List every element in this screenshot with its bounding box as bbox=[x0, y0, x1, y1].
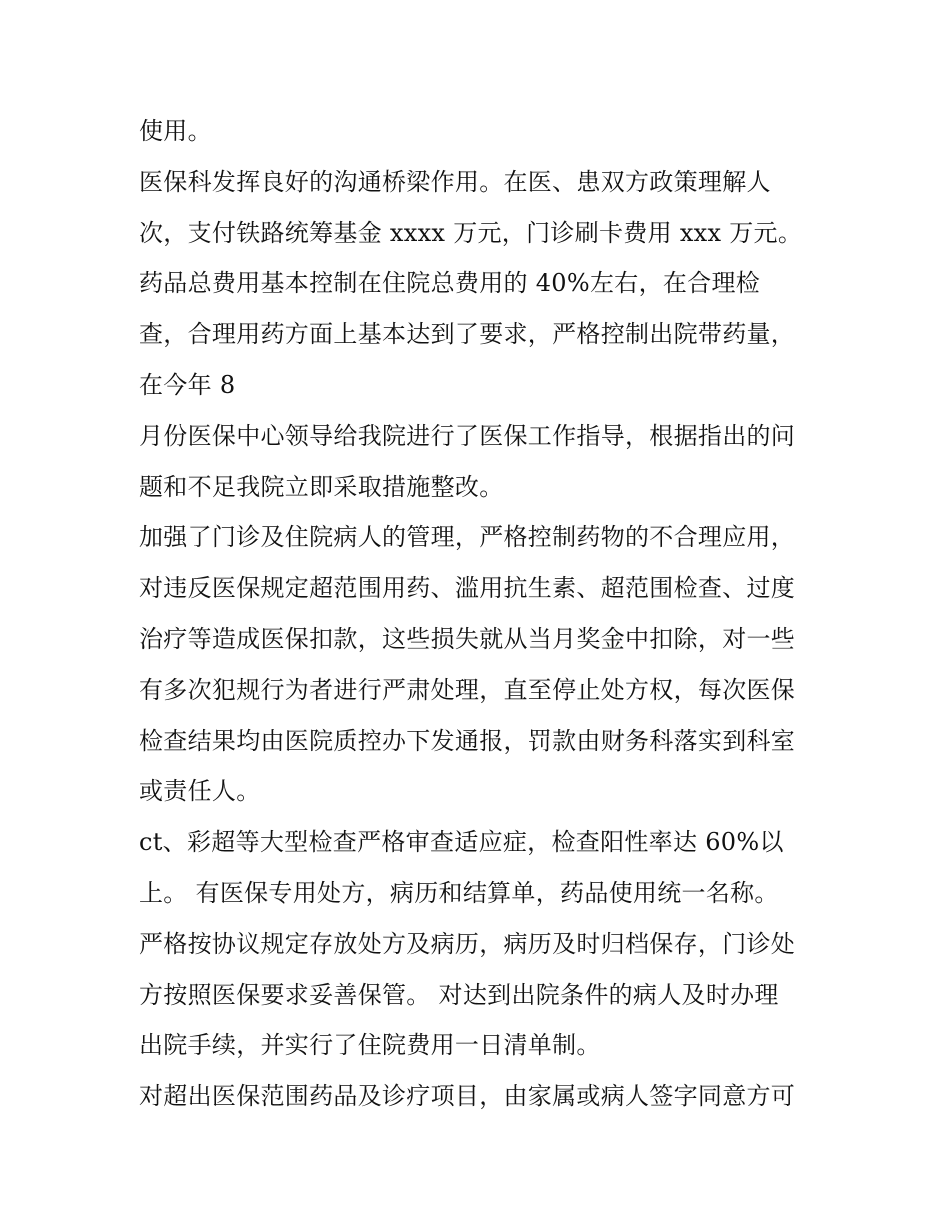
text-line: 加强了门诊及住院病人的管理，严格控制药物的不合理应用， bbox=[139, 523, 796, 552]
text-line: 或责任人。 bbox=[139, 777, 261, 806]
text-line: 对违反医保规定超范围用药、滥用抗生素、超范围检查、过度 bbox=[139, 574, 796, 603]
text-line: 药品总费用基本控制在住院总费用的 40%左右，在合理检 bbox=[139, 269, 761, 298]
text-line: 月份医保中心领导给我院进行了医保工作指导，根据指出的问 bbox=[139, 421, 796, 450]
text-line: 在今年 8 bbox=[139, 370, 236, 399]
text-line: 使用。 bbox=[139, 117, 212, 145]
document-body bbox=[139, 106, 819, 1122]
text-line: 医保科发挥良好的沟通桥梁作用。在医、患双方政策理解人 bbox=[139, 167, 771, 196]
text-line: 对超出医保范围药品及诊疗项目，由家属或病人签字同意方可 bbox=[139, 1082, 796, 1111]
text-line: 治疗等造成医保扣款，这些损失就从当月奖金中扣除，对一些 bbox=[139, 624, 796, 653]
text-line: 出院手续，并实行了住院费用一日清单制。 bbox=[139, 1031, 601, 1060]
text-line: 有多次犯规行为者进行严肃处理，直至停止处方权，每次医保 bbox=[139, 675, 796, 704]
text-line: 题和不足我院立即采取措施整改。 bbox=[139, 472, 504, 501]
text-line: 严格按协议规定存放处方及病历，病历及时归档保存，门诊处 bbox=[139, 929, 796, 958]
text-line: 检查结果均由医院质控办下发通报，罚款由财务科落实到科室 bbox=[139, 726, 796, 755]
text-line: 上。 有医保专用处方，病历和结算单，药品使用统一名称。 bbox=[139, 878, 779, 907]
text-line: 次，支付铁路统筹基金 xxxx 万元，门诊刷卡费用 xxx 万元。 bbox=[139, 218, 803, 247]
text-line: ct、彩超等大型检查严格审查适应症，检查阳性率达 60%以 bbox=[139, 828, 784, 857]
text-line: 查，合理用药方面上基本达到了要求，严格控制出院带药量， bbox=[139, 320, 796, 349]
text-line: 方按照医保要求妥善保管。 对达到出院条件的病人及时办理 bbox=[139, 980, 779, 1009]
